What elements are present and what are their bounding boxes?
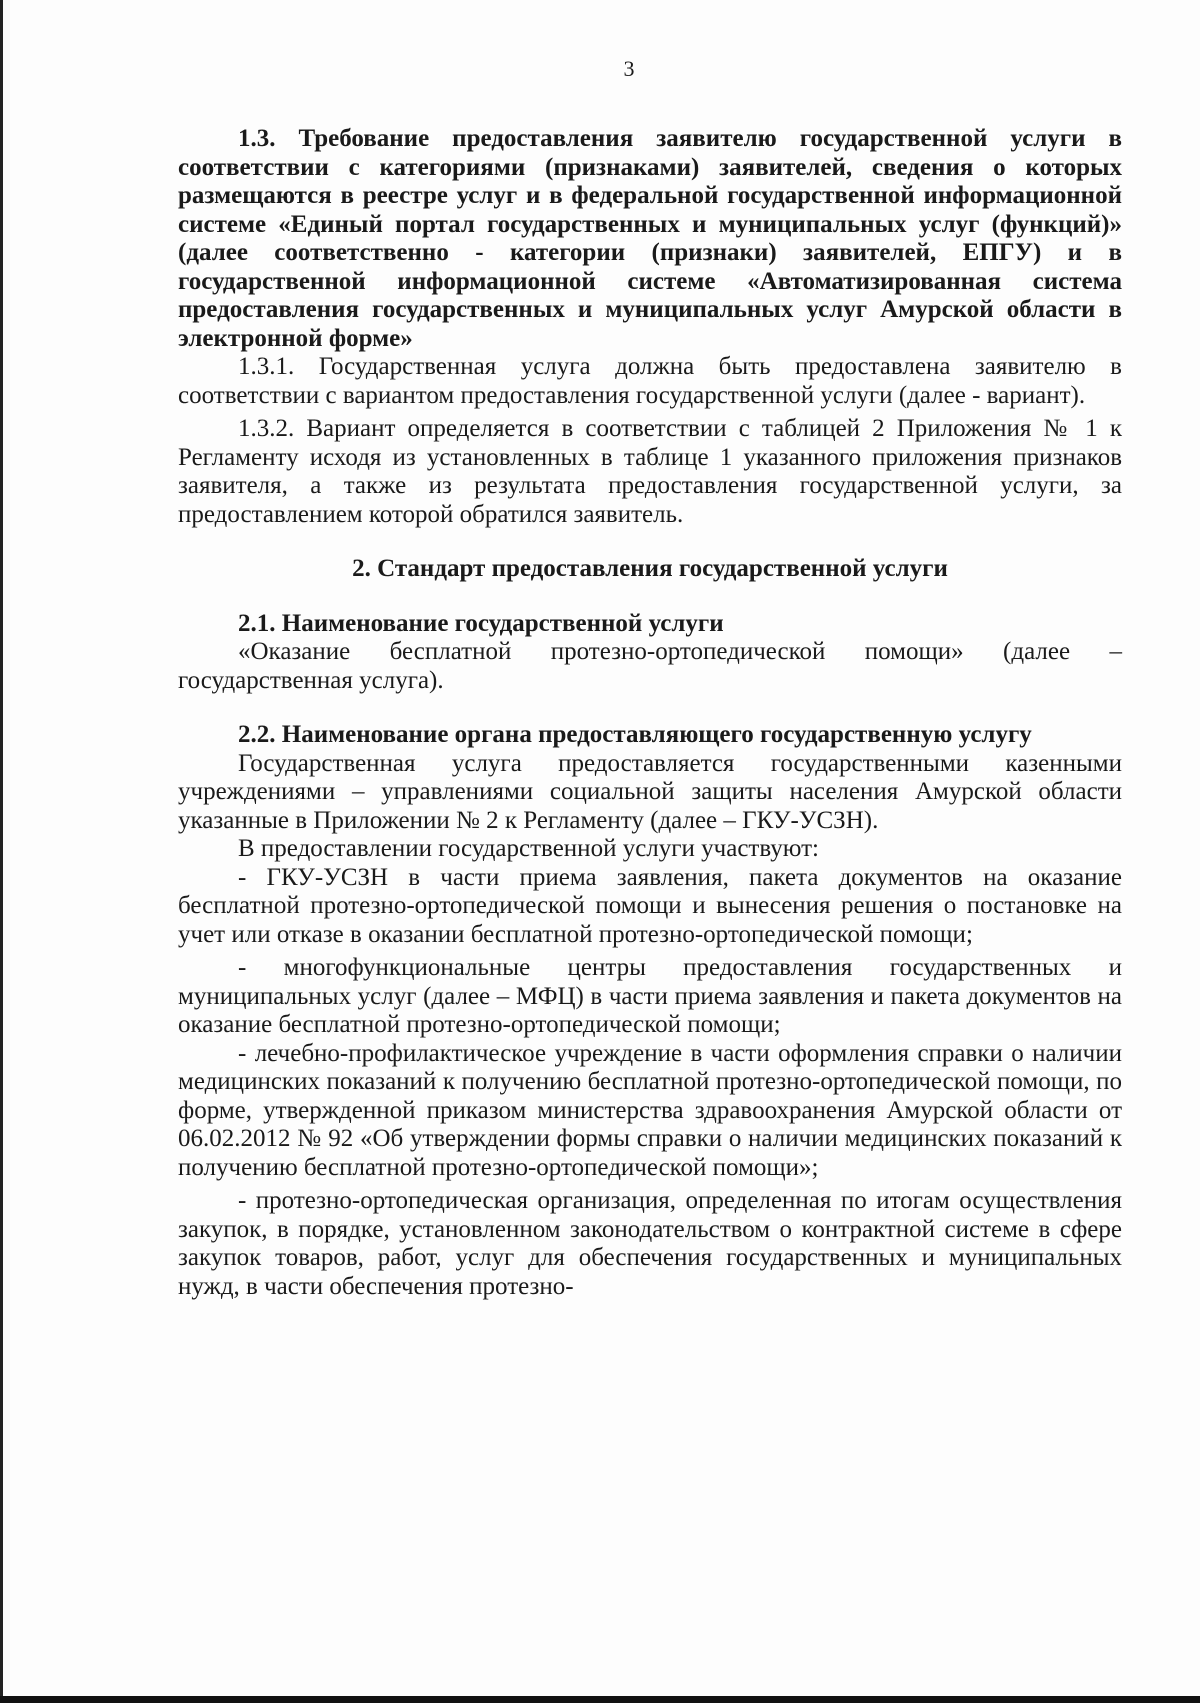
page-number: 3 <box>623 56 635 81</box>
paragraph-1-3-1: 1.3.1. Государственная услуга должна быть предоставлена заявителю в соответствии с вариантом предоставления государственной услуги (далее - вариант). <box>178 353 1122 409</box>
paragraph-2-1-text: «Оказание бесплатной протезно-ортопедической помощи» (далее – государственная услуга). <box>178 638 1122 694</box>
list-item-mfc: - многофункциональные центры предоставления государственных и муниципальных услуг (далее – МФЦ) в части приема заявления и пакета документов на оказание бесплатной протезно-ортопедической помощи; <box>178 954 1122 1038</box>
document-body <box>178 125 1122 1301</box>
section-2-heading: 2. Стандарт предоставления государственной услуги <box>352 555 948 582</box>
section-1-3-heading: 1.3. Требование предоставления заявителю государственной услуги в соответствии с категориями (признаками) заявителей, сведения о которых размещаются в реестре услуг и в федеральной государственной информационной системе «Единый портал государственных и муниципальных услуг (функций)» (далее соответственно - категории (признаки) заявителей, ЕПГУ) и в государственной информационной системе «Автоматизированная система предоставления государственных и муниципальных услуг Амурской области в электронной форме» <box>178 125 1122 352</box>
paragraph-participants-intro: В предоставлении государственной услуги участвуют: <box>238 835 820 862</box>
list-item-gku-uszn: - ГКУ-УСЗН в части приема заявления, пакета документов на оказание бесплатной протезно-ортопедической помощи и вынесения решения о постановке на учет или отказе в оказании бесплатной протезно-ортопедической помощи; <box>178 863 1122 948</box>
scan-edge-left <box>0 0 3 1703</box>
list-item-prosthetic-organization: - протезно-ортопедическая организация, определенная по итогам осуществления закупок, в порядке, установленном законодательством о контрактной системе в сфере закупок товаров, работ, услуг для обеспечения государственных и муниципальных нужд, в части обеспечения протезно- <box>178 1187 1122 1300</box>
section-2-2-heading: 2.2. Наименование органа предоставляющего государственную услугу <box>238 721 1032 748</box>
section-2-1-heading: 2.1. Наименование государственной услуги <box>238 609 724 637</box>
scan-edge-bottom <box>0 1696 1200 1703</box>
paragraph-1-3-2: 1.3.2. Вариант определяется в соответствии с таблицей 2 Приложения № 1 к Регламенту исходя из установленных в таблице 1 указанного приложения признаков заявителя, а также из результата предоставления государственной услуги, за предоставлением которой обратился заявитель. <box>178 415 1122 528</box>
list-item-medical-institution: - лечебно-профилактическое учреждение в части оформления справки о наличии медицинских показаний к получению бесплатной протезно-ортопедической помощи, по форме, утвержденной приказом министерства здравоохранения Амурской области от 06.02.2012 № 92 «Об утверждении формы справки о наличии медицинских показаний к получению бесплатной протезно-ортопедической помощи»; <box>178 1039 1122 1181</box>
paragraph-2-2-text: Государственная услуга предоставляется государственными казенными учреждениями – управлениями социальной защиты населения Амурской области указанные в Приложении № 2 к Регламенту (далее – ГКУ-УСЗН). <box>178 749 1122 834</box>
